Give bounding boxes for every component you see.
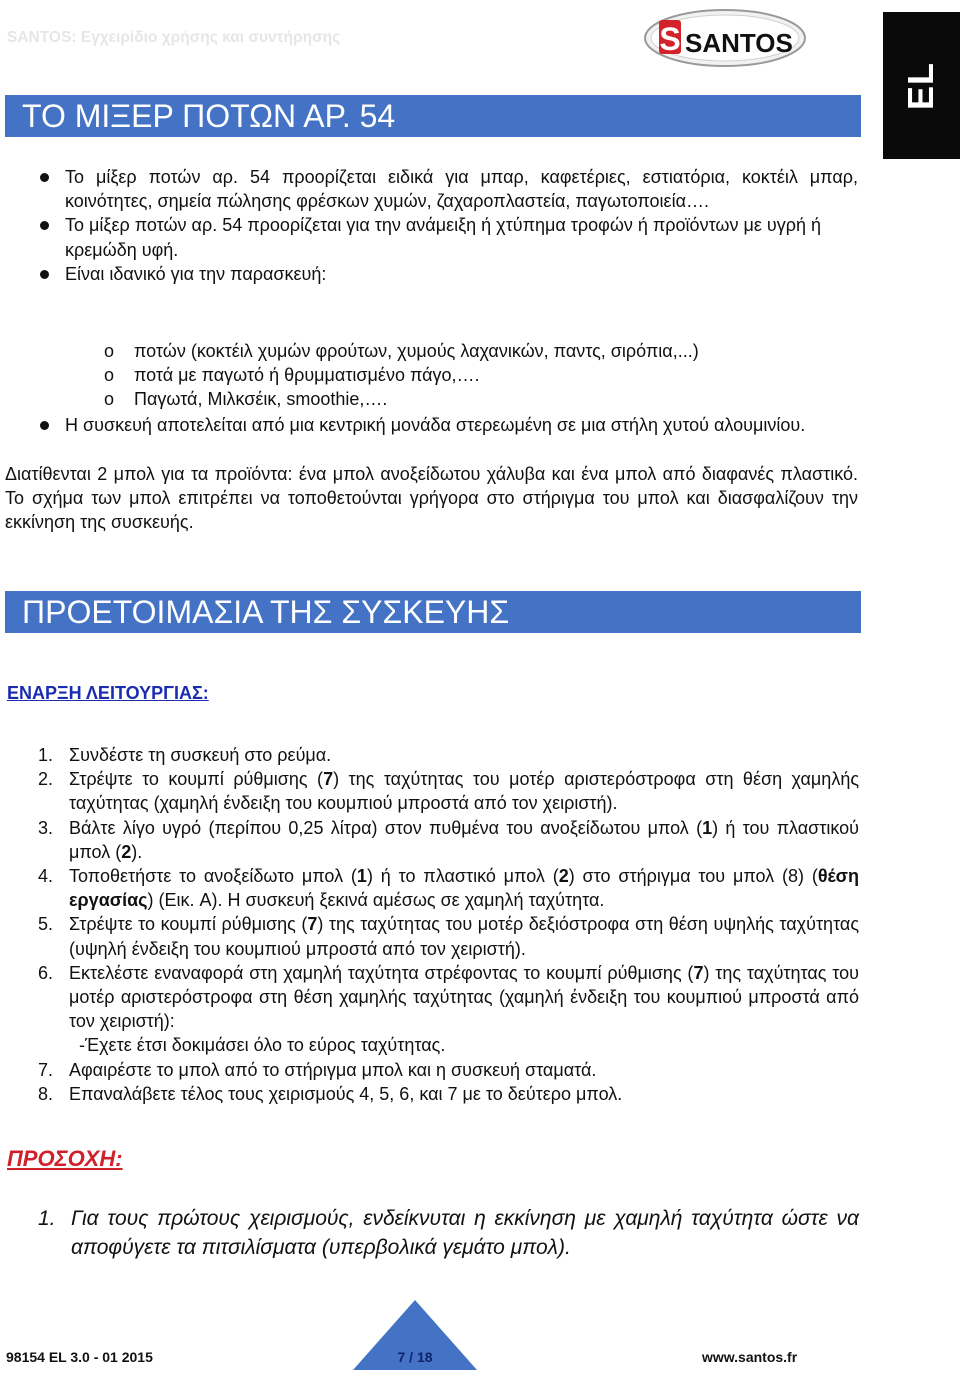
- circle-bullet-icon: o: [104, 341, 115, 361]
- document-reference: 98154 EL 3.0 - 01 2015: [6, 1349, 153, 1365]
- svg-text:SANTOS: SANTOS: [685, 28, 793, 58]
- list-item: Η συσκευή αποτελείται από μια κεντρική μονάδα στερεωμένη σε μια στήλη χυτού αλουμινίου.: [40, 413, 858, 437]
- santos-logo: [643, 8, 808, 68]
- step-3: 3. Βάλτε λίγο υγρό (περίπου 0,25 λίτρα) στον πυθμένα του ανοξείδωτου μπολ (1) ή του πλαστικού μπολ (2).: [38, 817, 860, 862]
- circle-bullet-icon: o: [104, 365, 115, 386]
- document-header-title: SANTOS: Εγχειρίδιο χρήσης και συντήρησης: [7, 29, 341, 46]
- caution-note: 1. Για τους πρώτους χειρισμούς, ενδείκνυται η εκκίνηση με χαμηλή ταχύτητα ώστε να αποφύγετε τα πιτσιλίσματα (υπερβολικά γεμάτο μπολ).: [38, 1207, 859, 1259]
- intro-bullets: [40, 165, 858, 286]
- language-tab: [883, 12, 960, 159]
- preparation-subitems: [104, 339, 864, 412]
- step-7: 7. Αφαιρέστε το μπολ από το στήριγμα μπολ και η συσκευή σταματά.: [38, 1059, 597, 1080]
- caution-heading: ΠΡΟΣΟΧΗ:: [7, 1146, 123, 1171]
- page-number: 7 / 18: [397, 1349, 433, 1365]
- step-1: 1. Συνδέστε τη συσκευή στο ρεύμα.: [38, 745, 332, 765]
- bullet-icon: [40, 173, 49, 182]
- language-code: EL: [900, 61, 942, 110]
- construction-bullet: [40, 413, 858, 437]
- section-title-mixer: ΤΟ ΜΙΞΕΡ ΠΟΤΩΝ ΑΡ. 54: [5, 95, 861, 137]
- section-title-preparation: ΠΡΟΕΤΟΙΜΑΣΙΑ ΤΗΣ ΣΥΣΚΕΥΗΣ: [5, 591, 861, 633]
- list-item: Το μίξερ ποτών αρ. 54 προορίζεται ειδικά για μπαρ, καφετέριες, εστιατόρια, κοκτέιλ μπαρ, κοινότητες, σημεία πώλησης φρέσκων χυμών, ζαχαροπλαστεία, παγωτοποιεία….: [40, 165, 858, 213]
- bowls-paragraph: Διατίθενται 2 μπολ για τα προϊόντα: ένα μπολ ανοξείδωτου χάλυβα και ένα μπολ από διαφανές πλαστικό. Το σχήμα των μπολ επιτρέπει να τοποθετούνται γρήγορα στο στήριγμα του μπολ και διασφαλίζουν την εκκίνηση της συσκευής.: [5, 464, 858, 533]
- bullet-icon: [40, 421, 49, 430]
- circle-bullet-icon: o: [104, 389, 115, 410]
- bullet-icon: [40, 270, 49, 279]
- list-item: o Παγωτά, Μιλκσέικ, smoothie,….: [104, 387, 864, 411]
- step-4: 4. Τοποθετήστε το ανοξείδωτο μπολ (1) ή το πλαστικό μπολ (2) στο στήριγμα του μπολ (8) (θέση εργασίας) (Εικ. A). Η συσκευή ξεκινά αμέσως σε χαμηλή ταχύτητα.: [38, 866, 859, 911]
- website-link[interactable]: www.santos.fr: [702, 1349, 798, 1365]
- step-6: 6. Εκτελέστε εναναφορά στη χαμηλή ταχύτητα στρέφοντας το κουμπί ρύθμισης (7) της ταχύτητας του μοτέρ αριστερόστροφα στη θέση χαμηλής ταχύτητας (χαμηλή ένδειξη του κουμπιού μπροστά από τον χειριστή): -Έχετε έτσι δοκιμάσει όλο το εύρος ταχύτητας.: [38, 962, 859, 1056]
- bullet-icon: [40, 221, 49, 230]
- step-2: 2. Στρέψτε το κουμπί ρύθμισης (7) της ταχύτητας του μοτέρ αριστερόστροφα στη θέση χαμηλής ταχύτητας (χαμηλή ένδειξη του κουμπιού μπροστά από τον χειριστή).: [38, 769, 860, 814]
- svg-text:S: S: [659, 21, 681, 57]
- list-item: o ποτά με παγωτό ή θρυμματισμένο πάγο,….: [104, 363, 864, 387]
- startup-heading: ΕΝΑΡΞΗ ΛΕΙΤΟΥΡΓΙΑΣ:: [7, 683, 209, 703]
- step-5: 5. Στρέψτε το κουμπί ρύθμισης (7) της ταχύτητας του μοτέρ δεξιόστροφα στη θέση υψηλής ταχύτητας (υψηλή ένδειξη του κουμπιού μπροστά από τον χειριστή).: [38, 914, 860, 959]
- list-item: Το μίξερ ποτών αρ. 54 προορίζεται για την ανάμειξη ή χτύπημα τροφών ή προϊόντων με υγρή ή κρεμώδη υφή.: [40, 213, 858, 261]
- startup-steps: [38, 743, 859, 1106]
- list-item: Είναι ιδανικό για την παρασκευή:: [40, 262, 858, 286]
- list-item: o ποτών (κοκτέιλ χυμών φρούτων, χυμούς λαχανικών, παντς, σιρόπια,...): [104, 339, 864, 363]
- step-8: 8. Επαναλάβετε τέλος τους χειρισμούς 4, 5, 6, και 7 με το δεύτερο μπολ.: [38, 1083, 623, 1104]
